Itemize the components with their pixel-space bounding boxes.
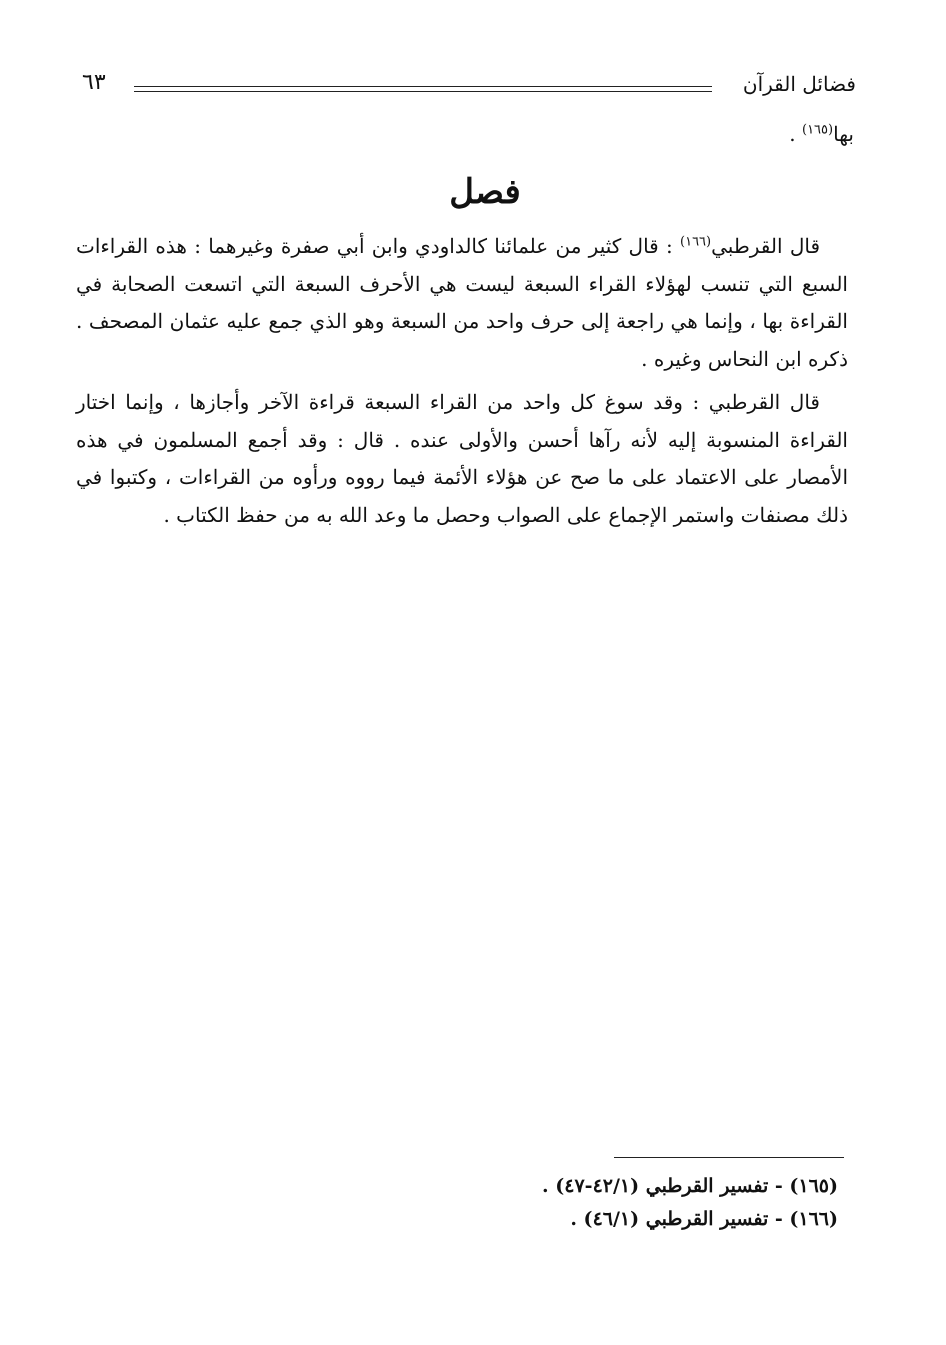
carried-over-text: بها <box>833 122 854 146</box>
footnote-reference: (١٦٦) <box>680 234 712 250</box>
header-double-rule <box>134 86 712 92</box>
footnote-item: (١٦٦) - تفسير القرطبي (٤٦/١) . <box>570 1208 838 1230</box>
footnote-separator <box>614 1157 844 1158</box>
running-head <box>70 70 856 106</box>
footnote-item: (١٦٥) - تفسير القرطبي (٤٢/١-٤٧) . <box>542 1175 838 1197</box>
footnotes <box>418 1170 838 1236</box>
carried-over-line <box>789 122 854 146</box>
paragraph <box>76 384 848 534</box>
footnote-reference: (١٦٥) <box>802 122 834 138</box>
paragraph <box>76 228 848 378</box>
paragraph-text: قال القرطبي : وقد سوغ كل واحد من القراء السبعة قراءة الآخر وأجازها ، وإنما اختار القراءة المنسوبة إليه لأنه رآها أحسن والأولى عنده . قال : وقد أجمع المسلمون في هذه الأمصار على الاعتماد على ما صح عن هؤلاء الأئمة فيما رووه ورأوه من القراءات ، وكتبوا في ذلك مصنفات واستمر الإجماع على الصواب وحصل ما وعد الله به من حفظ الكتاب . <box>76 390 848 527</box>
page-number: ٦٣ <box>82 70 106 95</box>
section-heading: فصل <box>449 172 521 212</box>
carried-over-end: . <box>789 122 802 146</box>
paragraph-text: : قال كثير من علمائنا كالداودي وابن أبي صفرة وغيرهما : هذه القراءات السبع التي تنسب لهؤلاء القراء السبعة ليست هي الأحرف السبعة التي اتسعت الصحابة في القراءة بها ، وإنما هي راجعة إلى حرف واحد من السبعة وهو الذي جمع عليه عثمان المصحف . ذكره ابن النحاس وغيره . <box>76 234 848 371</box>
book-title: فضائل القرآن <box>742 72 856 96</box>
paragraph-lead: قال القرطبي <box>711 234 820 258</box>
